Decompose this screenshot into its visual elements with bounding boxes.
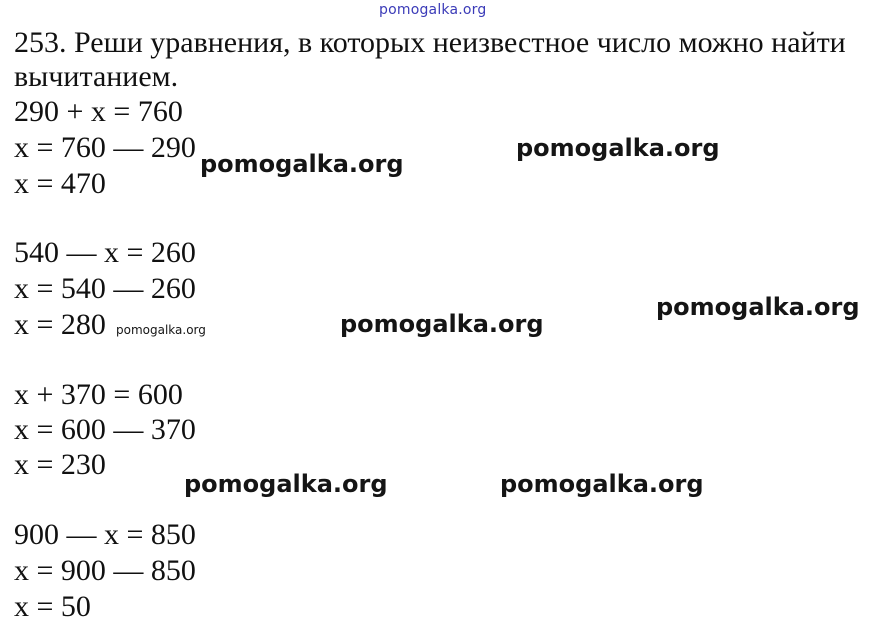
top-watermark: pomogalka.org bbox=[379, 2, 487, 18]
watermark-small: pomogalka.org bbox=[116, 323, 206, 337]
watermark-text: pomogalka.org bbox=[500, 470, 704, 498]
equation-3-line-2: x = 600 — 370 bbox=[14, 413, 196, 446]
equation-3-line-3: x = 230 bbox=[14, 448, 106, 481]
equation-2-line-1: 540 — x = 260 bbox=[14, 236, 196, 269]
equation-1-line-1: 290 + x = 760 bbox=[14, 95, 183, 128]
equation-2-line-2: x = 540 — 260 bbox=[14, 272, 196, 305]
equation-1-line-3: x = 470 bbox=[14, 167, 106, 200]
equation-4-line-2: x = 900 — 850 bbox=[14, 554, 196, 587]
equation-3-line-1: x + 370 = 600 bbox=[14, 378, 183, 411]
watermark-text: pomogalka.org bbox=[200, 150, 404, 178]
equation-1-line-2: x = 760 — 290 bbox=[14, 131, 196, 164]
equation-4-line-3: x = 50 bbox=[14, 590, 91, 623]
watermark-text: pomogalka.org bbox=[516, 134, 720, 162]
equation-2-line-3: x = 280 bbox=[14, 308, 106, 341]
watermark-text: pomogalka.org bbox=[340, 310, 544, 338]
watermark-text: pomogalka.org bbox=[656, 293, 860, 321]
watermark-text: pomogalka.org bbox=[184, 470, 388, 498]
equation-4-line-1: 900 — x = 850 bbox=[14, 518, 196, 551]
task-heading: 253. Реши уравнения, в которых неизвестное число можно найти вычитанием. bbox=[14, 26, 846, 93]
